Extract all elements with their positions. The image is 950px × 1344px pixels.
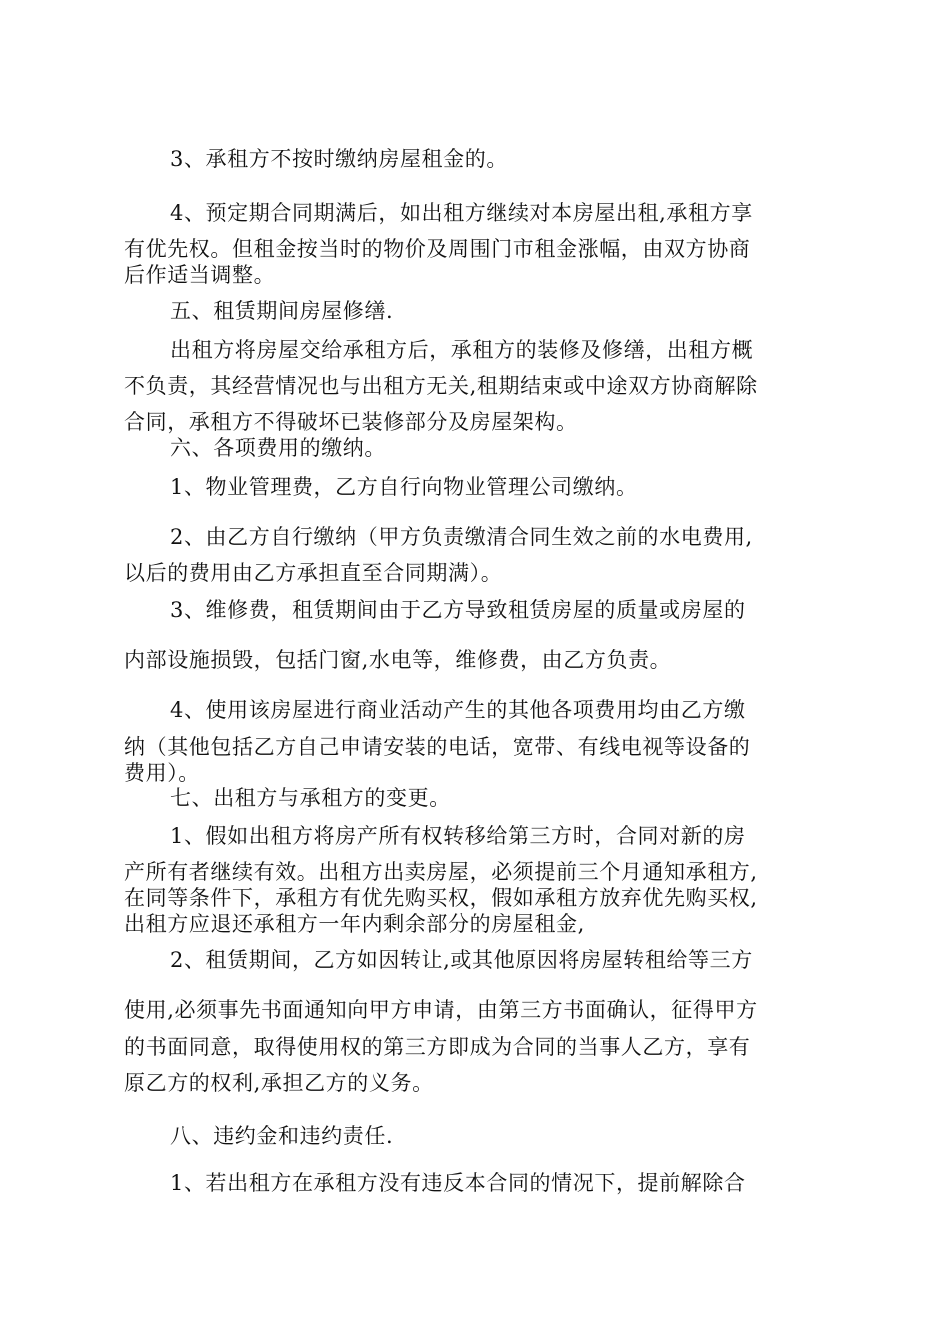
paragraph-line: 内部设施损毁，包括门窗,水电等，维修费，由乙方负责。 xyxy=(124,648,672,672)
paragraph-line: 费用）。 xyxy=(124,761,200,785)
paragraph-line: 2、租赁期间，乙方如因转让,或其他原因将房屋转租给等三方 xyxy=(170,948,753,972)
section-heading: 六、各项费用的缴纳。 xyxy=(170,436,386,460)
paragraph-line: 纳（其他包括乙方自己申请安装的电话，宽带、有线电视等设备的 xyxy=(124,735,751,759)
paragraph-line: 原乙方的权利,承担乙方的义务。 xyxy=(124,1071,434,1095)
section-heading: 七、出租方与承租方的变更。 xyxy=(170,786,451,810)
paragraph-line: 1、假如出租方将房产所有权转移给第三方时，合同对新的房 xyxy=(170,824,746,848)
paragraph-line: 后作适当调整。 xyxy=(124,263,276,287)
paragraph-line: 的书面同意，取得使用权的第三方即成为合同的当事人乙方，享有 xyxy=(124,1035,751,1059)
section-heading: 五、租赁期间房屋修缮. xyxy=(170,299,394,323)
paragraph-line: 3、维修费，租赁期间由于乙方导致租赁房屋的质量或房屋的 xyxy=(170,598,746,622)
paragraph-line: 4、预定期合同期满后，如出租方继续对本房屋出租,承租方享 xyxy=(170,201,753,225)
paragraph-line: 合同，承租方不得破坏已装修部分及房屋架构。 xyxy=(124,410,578,434)
paragraph-line: 3、承租方不按时缴纳房屋租金的。 xyxy=(170,147,508,171)
paragraph-line: 出租方将房屋交给承租方后，承租方的装修及修缮，出租方概 xyxy=(170,338,754,362)
paragraph-line: 产所有者继续有效。出租方出卖房屋，必须提前三个月通知承租方, xyxy=(124,860,758,884)
paragraph-line: 1、若出租方在承租方没有违反本合同的情况下，提前解除合 xyxy=(170,1171,746,1195)
paragraph-line: 出租方应退还承租方一年内剩余部分的房屋租金, xyxy=(124,912,585,936)
paragraph-line: 以后的费用由乙方承担直至合同期满）。 xyxy=(124,561,503,585)
paragraph-line: 有优先权。但租金按当时的物价及周围门市租金涨幅，由双方协商 xyxy=(124,237,751,261)
paragraph-line: 2、由乙方自行缴纳（甲方负责缴清合同生效之前的水电费用, xyxy=(170,525,753,549)
paragraph-line: 在同等条件下，承租方有优先购买权，假如承租方放弃优先购买权, xyxy=(124,886,758,910)
paragraph-line: 不负责，其经营情况也与出租方无关,租期结束或中途双方协商解除 xyxy=(124,374,758,398)
section-heading: 八、违约金和违约责任. xyxy=(170,1124,394,1148)
paragraph-line: 使用,必须事先书面通知向甲方申请，由第三方书面确认，征得甲方 xyxy=(124,998,758,1022)
paragraph-line: 1、物业管理费，乙方自行向物业管理公司缴纳。 xyxy=(170,475,638,499)
paragraph-line: 4、使用该房屋进行商业活动产生的其他各项费用均由乙方缴 xyxy=(170,698,746,722)
